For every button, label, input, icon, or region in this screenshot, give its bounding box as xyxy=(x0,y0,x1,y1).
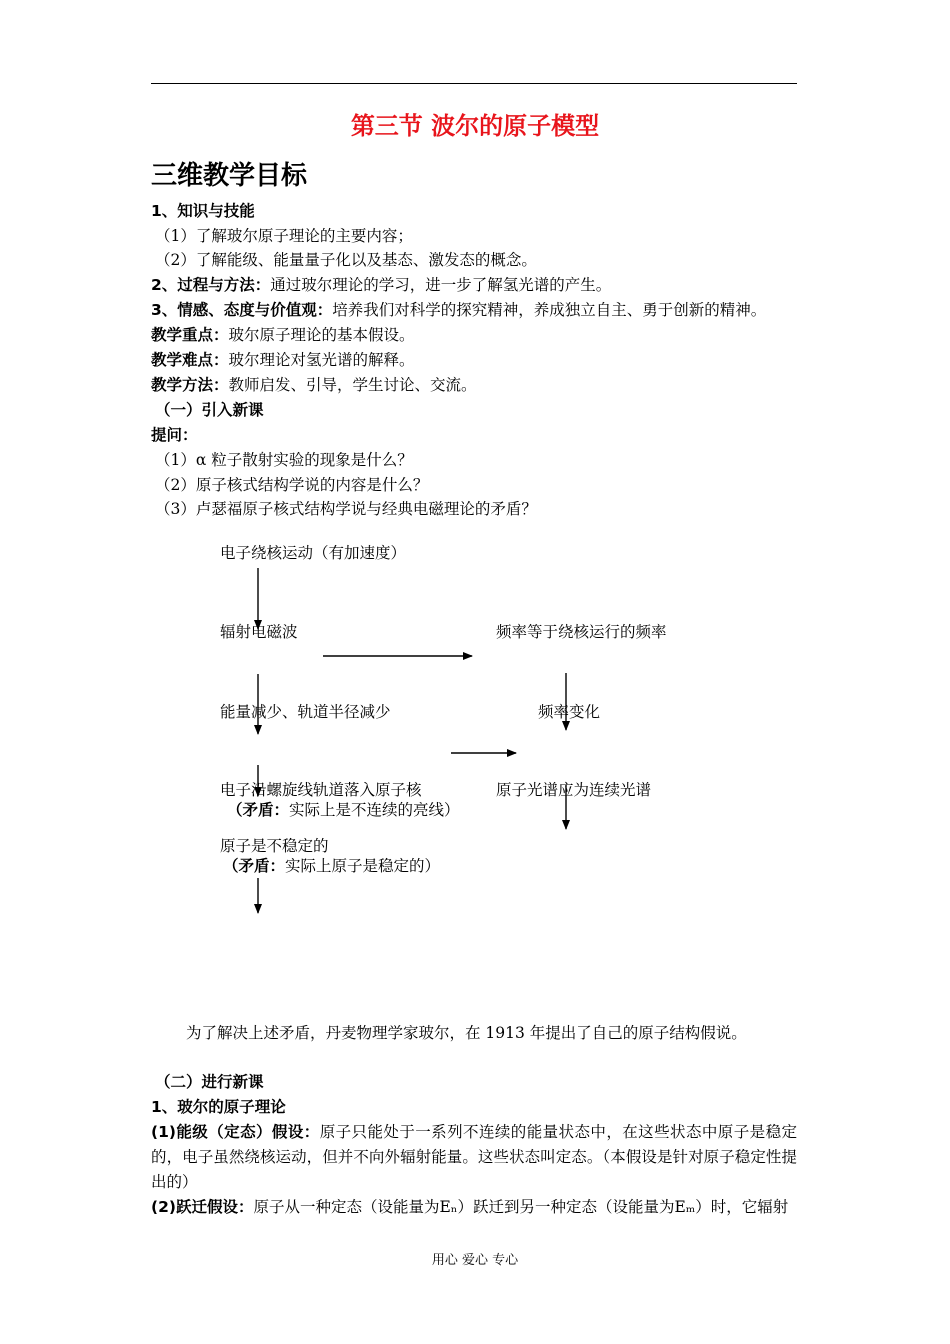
focus-label: 教学重点： xyxy=(151,326,229,344)
contradiction-label-2: （矛盾： xyxy=(223,857,286,875)
assumption-1-text: 原子只能处于一系列不连续的能量状态中，在这些状态中原子是稳定的，电子虽然绕核运动，但并不向外辐射能量。这些状态叫定态。（本假设是针对原子稳定性提出的） xyxy=(151,1123,797,1191)
diagram-right-3: 原子光谱应为连续光谱 xyxy=(496,781,652,799)
contradiction-text-2: 实际上原子是稳定的） xyxy=(285,857,441,875)
method-text: 教师启发、引导，学生讨论、交流。 xyxy=(228,376,477,394)
assumption-2-label: (2)跃迁假设： xyxy=(151,1198,254,1216)
focus-text: 玻尔原子理论的基本假设。 xyxy=(228,326,415,344)
process-text: 通过玻尔理论的学习，进一步了解氢光谱的产生。 xyxy=(270,276,612,294)
assumption-1-label: (1)能级（定态）假设： xyxy=(151,1123,320,1141)
process-label: 2、过程与方法： xyxy=(151,276,271,294)
diagram-left-2: 辐射电磁波 xyxy=(220,623,298,641)
contradiction-text-1: 实际上是不连续的亮线） xyxy=(289,801,460,819)
emotion-label: 3、情感、态度与价值观： xyxy=(151,301,333,319)
contradiction-label-1: （矛盾： xyxy=(227,801,290,819)
section-1-title: 1、玻尔的原子理论 xyxy=(151,1098,286,1116)
knowledge-item-1: （1）了解玻尔原子理论的主要内容； xyxy=(155,227,413,245)
diagram-right-1: 频率等于绕核运行的频率 xyxy=(496,623,667,641)
page-footer: 用心 爱心 专心 xyxy=(431,1253,519,1268)
difficulty-label: 教学难点： xyxy=(151,351,229,369)
diagram-left-4: 电子沿螺旋线轨道落入原子核 xyxy=(220,781,422,799)
question-3: （3）卢瑟福原子核式结构学说与经典电磁理论的矛盾？ xyxy=(155,500,537,518)
knowledge-label: 1、知识与技能 xyxy=(151,202,255,220)
question-label: 提问： xyxy=(151,426,198,444)
section-heading: 三维教学目标 xyxy=(151,161,308,191)
emotion-text: 培养我们对科学的探究精神，养成独立自主、勇于创新的精神。 xyxy=(332,301,767,319)
question-1: （1）α 粒子散射实验的现象是什么？ xyxy=(155,451,413,469)
diagram-right-2: 频率变化 xyxy=(538,703,601,721)
knowledge-item-2: （2）了解能级、能量量子化以及基态、激发态的概念。 xyxy=(155,251,537,269)
diagram-left-1: 电子绕核运动（有加速度） xyxy=(220,544,407,562)
page-title: 第三节 波尔的原子模型 xyxy=(350,112,600,140)
diagram-left-5: 原子是不稳定的 xyxy=(220,837,329,855)
question-2: （2）原子核式结构学说的内容是什么？ xyxy=(155,476,429,494)
assumption-1-paragraph xyxy=(151,1120,797,1195)
difficulty-text: 玻尔理论对氢光谱的解释。 xyxy=(228,351,415,369)
method-label: 教学方法： xyxy=(151,376,229,394)
new-lesson-label: （二）进行新课 xyxy=(155,1073,264,1091)
assumption-2-text: 原子从一种定态（设能量为Eₙ）跃迁到另一种定态（设能量为Eₘ）时，它辐射 xyxy=(253,1198,789,1216)
intro-label: （一）引入新课 xyxy=(155,401,264,419)
assumption-2-paragraph xyxy=(151,1195,797,1220)
diagram-left-3: 能量减少、轨道半径减少 xyxy=(220,703,391,721)
transition-text: 为了解决上述矛盾，丹麦物理学家玻尔，在 1913 年提出了自己的原子结构假说。 xyxy=(186,1024,747,1042)
